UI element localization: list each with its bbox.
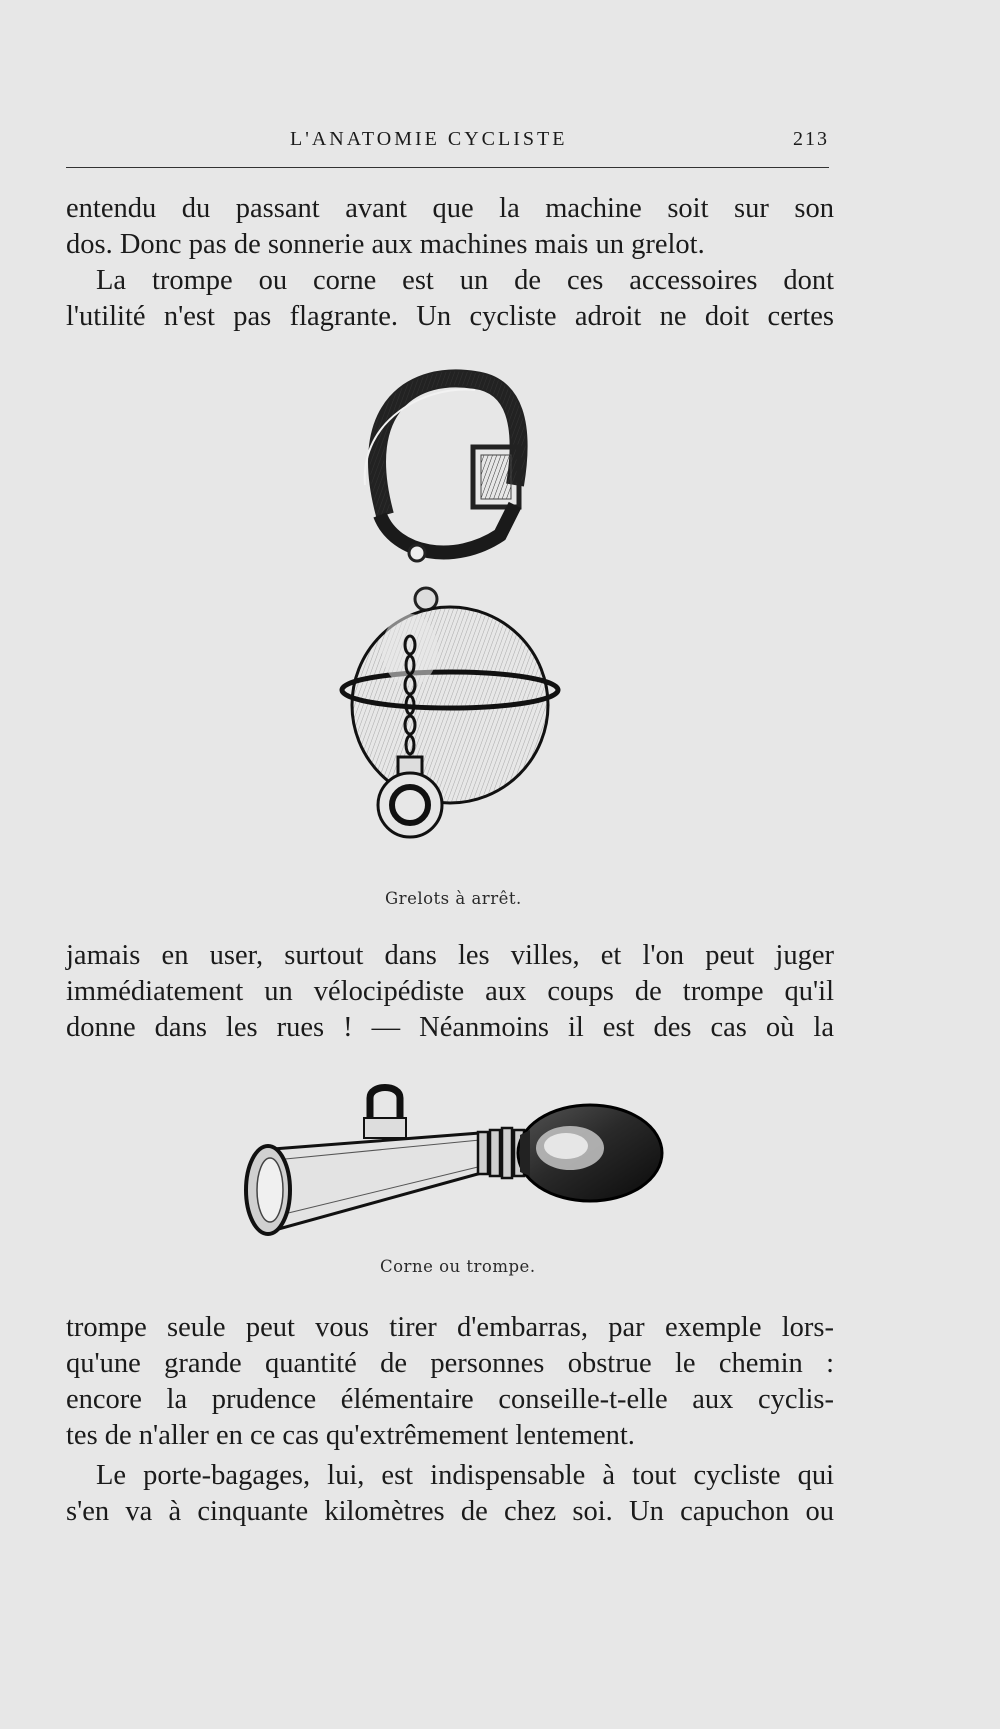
paragraph-3 <box>66 938 834 1046</box>
horn-illustration <box>240 1080 670 1255</box>
paragraph-5 <box>66 1458 834 1530</box>
horn-caption: Corne ou trompe. <box>380 1257 536 1276</box>
paragraph-1 <box>66 191 834 263</box>
bell-caption: Grelots à arrêt. <box>385 889 522 908</box>
text-line: encore la prudence élémentaire conseille-t-elle aux cyclis- <box>66 1384 834 1415</box>
paragraph-4 <box>66 1310 834 1454</box>
bell-illustration <box>325 365 585 865</box>
header-rule <box>66 167 829 168</box>
text-line: jamais en user, surtout dans les villes, et l'on peut juger <box>66 940 834 971</box>
running-head <box>66 122 829 152</box>
text-line: s'en va à cinquante kilomètres de chez soi. Un capuchon ou <box>66 1496 834 1527</box>
text-line: qu'une grande quantité de personnes obstrue le chemin : <box>66 1348 834 1379</box>
text-line: dos. Donc pas de sonnerie aux machines mais un grelot. <box>66 229 705 260</box>
text-line: La trompe ou corne est un de ces accessoires dont <box>96 265 834 296</box>
running-title: L'ANATOMIE CYCLISTE <box>290 128 568 150</box>
text-line: entendu du passant avant que la machine soit sur son <box>66 193 834 224</box>
bell-drawing <box>325 365 585 865</box>
text-line: tes de n'aller en ce cas qu'extrêmement lentement. <box>66 1420 635 1451</box>
horn-drawing <box>240 1080 670 1255</box>
text-line: Le porte-bagages, lui, est indispensable à tout cycliste qui <box>96 1460 834 1491</box>
paragraph-2 <box>66 263 834 335</box>
text-line: donne dans les rues ! — Néanmoins il est des cas où la <box>66 1012 834 1043</box>
page-number: 213 <box>793 128 829 150</box>
text-line: l'utilité n'est pas flagrante. Un cycliste adroit ne doit certes <box>66 301 834 332</box>
text-line: trompe seule peut vous tirer d'embarras, par exemple lors- <box>66 1312 834 1343</box>
text-line: immédiatement un vélocipédiste aux coups de trompe qu'il <box>66 976 834 1007</box>
